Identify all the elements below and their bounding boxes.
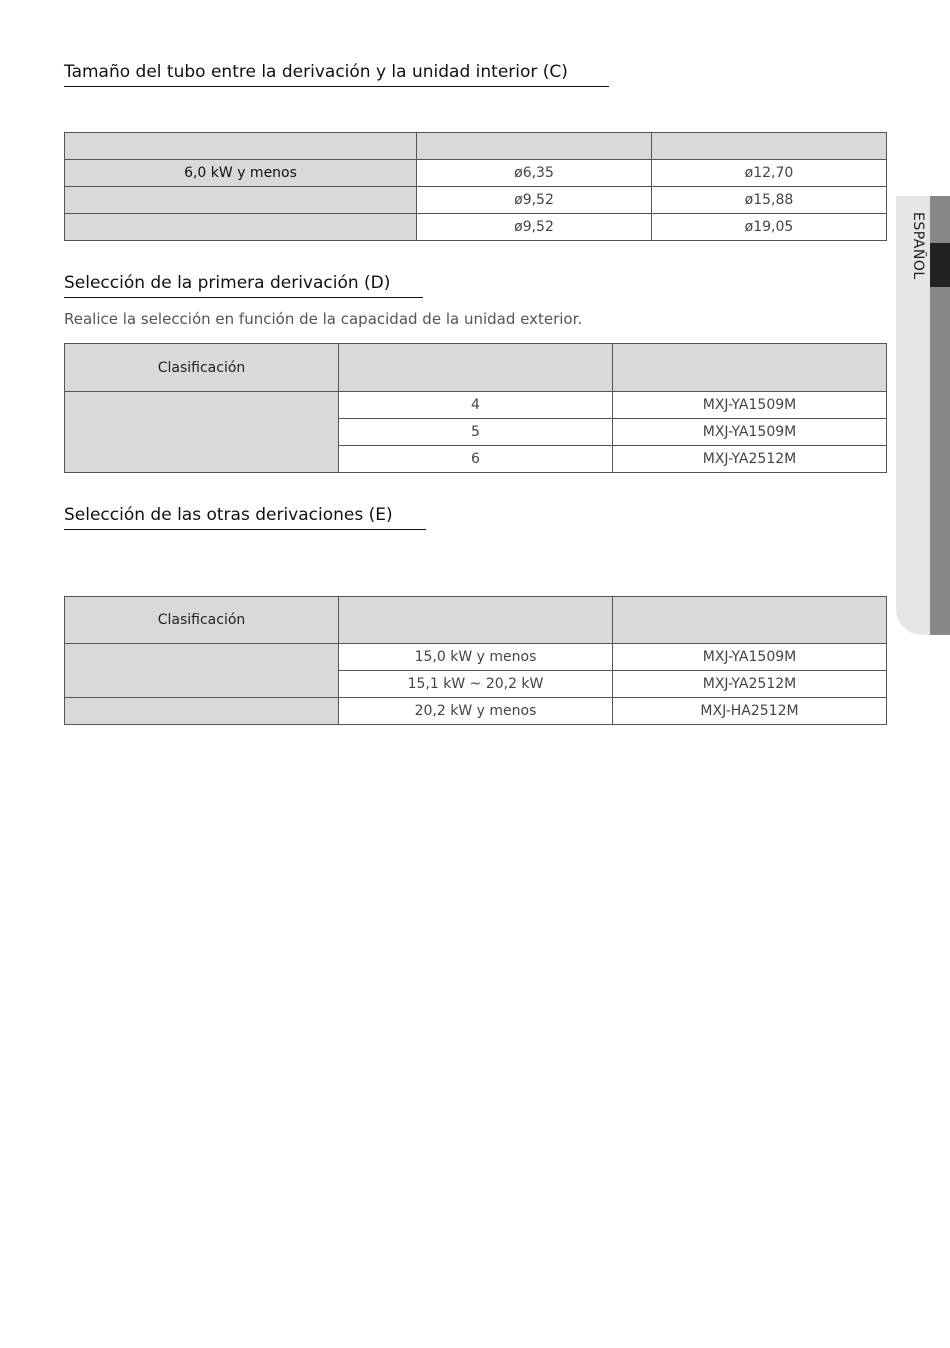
capacity-value: 15,1 kW ~ 20,2 kW xyxy=(339,671,613,698)
section-d-intro: Realice la selección en función de la capacidad de la unidad exterior. xyxy=(64,310,583,328)
section-c-heading: Tamaño del tubo entre la derivación y la unidad interior (C) xyxy=(64,62,609,87)
table-row xyxy=(65,187,887,214)
liquid-size: ø9,52 xyxy=(417,214,652,241)
branch-model: MXJ-YA2512M xyxy=(613,671,887,698)
first-branch-table xyxy=(64,343,887,473)
table-row xyxy=(65,644,887,671)
section-e-heading: Selección de las otras derivaciones (E) xyxy=(64,505,426,530)
language-tab-marker xyxy=(930,243,950,287)
row-group-label xyxy=(65,392,339,473)
row-label xyxy=(65,187,417,214)
table-row xyxy=(65,214,887,241)
header-cell xyxy=(613,597,887,644)
branch-model: MXJ-YA1509M xyxy=(613,419,887,446)
header-cell xyxy=(613,344,887,392)
pipe-size-table xyxy=(64,132,887,241)
row-group-label xyxy=(65,698,339,725)
table-row xyxy=(65,160,887,187)
header-cell xyxy=(339,597,613,644)
branch-model: MXJ-YA1509M xyxy=(613,644,887,671)
classification-header: Clasificación xyxy=(65,344,339,392)
language-label: ESPAÑOL xyxy=(910,212,926,280)
capacity-value: 5 xyxy=(339,419,613,446)
row-label: 6,0 kW y menos xyxy=(65,160,417,187)
other-branches-table xyxy=(64,596,887,725)
gas-size: ø19,05 xyxy=(652,214,887,241)
row-group-label xyxy=(65,644,339,698)
gas-size: ø12,70 xyxy=(652,160,887,187)
section-d-heading: Selección de la primera derivación (D) xyxy=(64,273,423,298)
capacity-value: 20,2 kW y menos xyxy=(339,698,613,725)
table-header-row xyxy=(65,133,887,160)
header-cell xyxy=(339,344,613,392)
gas-size: ø15,88 xyxy=(652,187,887,214)
branch-model: MXJ-YA1509M xyxy=(613,392,887,419)
branch-model: MXJ-YA2512M xyxy=(613,446,887,473)
liquid-size: ø9,52 xyxy=(417,187,652,214)
capacity-value: 4 xyxy=(339,392,613,419)
row-label xyxy=(65,214,417,241)
header-cell xyxy=(652,133,887,160)
header-cell xyxy=(417,133,652,160)
classification-header: Clasificación xyxy=(65,597,339,644)
table-header-row xyxy=(65,344,887,392)
table-row xyxy=(65,392,887,419)
capacity-value: 15,0 kW y menos xyxy=(339,644,613,671)
branch-model: MXJ-HA2512M xyxy=(613,698,887,725)
capacity-value: 6 xyxy=(339,446,613,473)
liquid-size: ø6,35 xyxy=(417,160,652,187)
table-row xyxy=(65,698,887,725)
table-header-row xyxy=(65,597,887,644)
header-cell xyxy=(65,133,417,160)
